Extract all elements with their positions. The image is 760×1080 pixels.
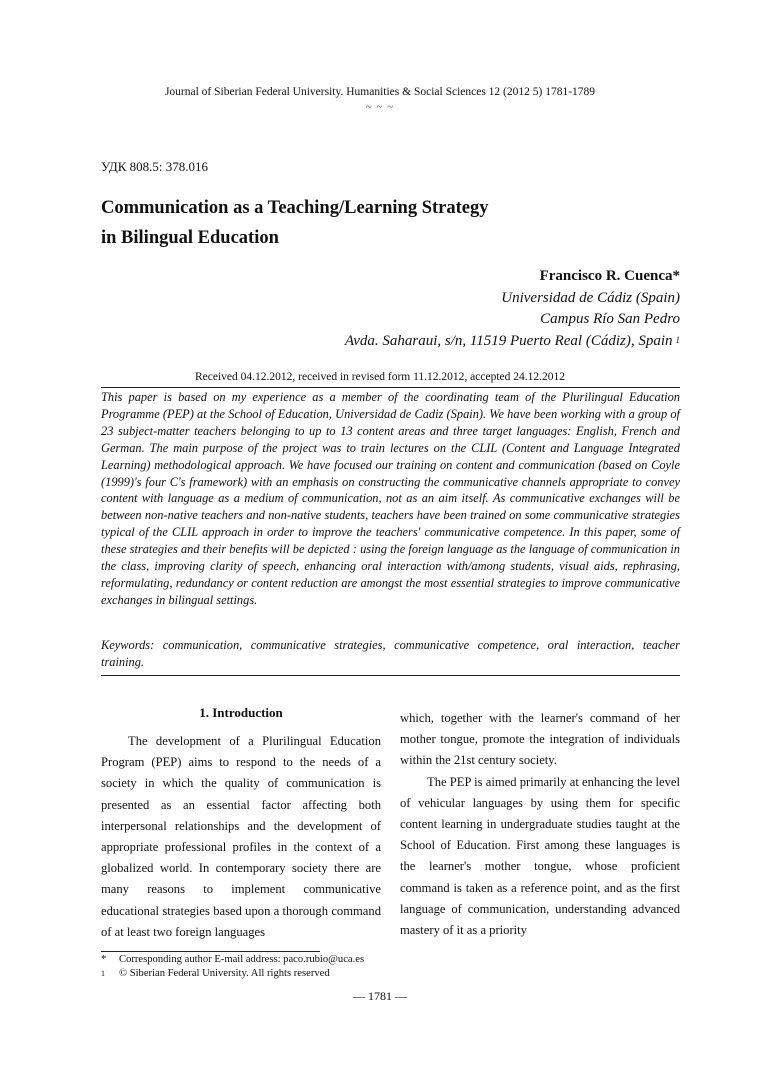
intro-paragraph-2: The PEP is aimed primarily at enhancing the level of vehicular languages by using them for specific content learning in undergraduate studies taught at the School of Education. First among these languages is the learner's mother tongue, whose proficient command is taken as a reference point, and as the first language of communication, understanding advanced mastery of it as a priority bbox=[400, 774, 680, 938]
author-name: Francisco R. Cuenca* bbox=[539, 268, 680, 284]
affiliation-line-1: Universidad de Cádiz (Spain) bbox=[501, 289, 680, 306]
footnotes bbox=[101, 953, 364, 981]
title-line-1: Communication as a Teaching/Learning Strategy bbox=[101, 198, 489, 218]
footnote-item bbox=[101, 953, 364, 967]
received-dates: Received 04.12.2012, received in revised form 11.12.2012, accepted 24.12.2012 bbox=[194, 371, 566, 383]
right-column bbox=[400, 708, 680, 941]
udc-code: УДК 808.5: 378.016 bbox=[101, 159, 209, 174]
intro-paragraph-1: The development of a Plurilingual Education Program (PEP) aims to respond to the needs of a society in which the quality of communication is presented as an essential factor affecting both interpersonal relationships and the development of appropriate professional profiles in the context of a globalized world. In contemporary society there are many reasons to implement communicative educational strategies based upon a thorough command of at least two foreign languages bbox=[101, 734, 381, 939]
journal-header: Journal of Siberian Federal University. Humanities & Social Sciences 12 (2012 5) 1781-1789 bbox=[164, 86, 596, 98]
author-block bbox=[345, 266, 680, 352]
affiliation-footnote-mark: 1 bbox=[675, 334, 680, 345]
intro-paragraph-1-continued: which, together with the learner's command of her mother tongue, promote the integration of individuals within the 21st century society. bbox=[400, 711, 680, 768]
footnote-mark: * bbox=[101, 954, 107, 965]
abstract-bottom-rule bbox=[101, 675, 680, 676]
abstract-text: This paper is based on my experience as a member of the coordinating team of the Plurilingual Education Programme (PEP) at the School of Education, Universidad de Cadiz (Spain). We have been working with a group of 23 subject-matter teachers belonging to up to 13 content areas and three target languages: English, French and German. The main purpose of the project was to train lectures on the CLIL (Content and Language Integrated Learning) methodological approach. We have focused our training on content and communication (based on Coyle (1999)'s four C's framework) with an emphasis on constructing the communicative channels appropriate to convey content with language as a medium of communication, not as an aim itself. As communicative exchanges will be between non-native teachers and non-native students, teachers have been trained on some communicative strategies typical of the CLIL approach in order to improve the teachers' communicative competence. In this paper, some of these strategies and their benefits will be depicted : using the foreign language as the language of communication in the class, improving clarity of speech, enhancing oral interaction with/among students, visual aids, rephrasing, reformulating, redundancy or content reduction are amongst the most essential strategies to improve communicative exchanges in bilingual settings. bbox=[101, 390, 680, 607]
section-heading: 1. Introduction bbox=[199, 705, 283, 720]
left-column bbox=[101, 731, 381, 943]
abstract-top-rule bbox=[101, 387, 680, 388]
footnote-mark: 1 bbox=[101, 969, 105, 978]
footnote-text: © Siberian Federal University. All rights reserved bbox=[119, 968, 330, 979]
footnote-rule bbox=[101, 951, 320, 952]
affiliation-line-2: Campus Río San Pedro bbox=[540, 311, 680, 327]
paper-title bbox=[101, 193, 661, 253]
footnote-item bbox=[101, 967, 364, 981]
header-ornament: ~ ~ ~ bbox=[365, 101, 395, 113]
footnote-text: Corresponding author E-mail address: paco.rubio@uca.es bbox=[119, 954, 365, 965]
affiliation-address: Avda. Saharaui, s/n, 11519 Puerto Real (Cádiz), Spain bbox=[344, 332, 673, 349]
page-number: — 1781 — bbox=[353, 989, 407, 1003]
title-line-2: in Bilingual Education bbox=[101, 228, 279, 248]
keywords-text: Keywords: communication, communicative strategies, communicative competence, oral interaction, teacher training. bbox=[101, 638, 680, 669]
affiliation-line-3 bbox=[345, 331, 680, 353]
